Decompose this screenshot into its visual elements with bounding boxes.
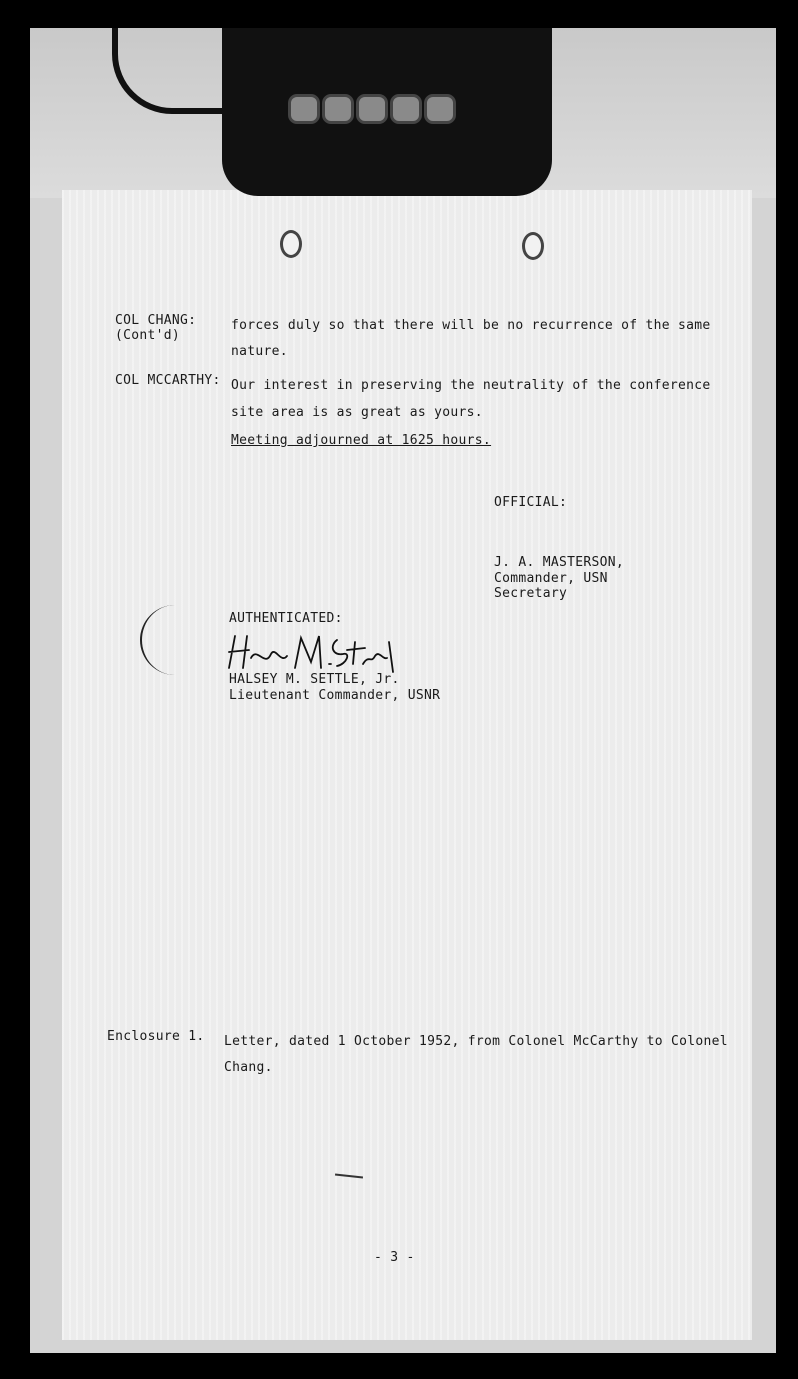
authenticated-heading: AUTHENTICATED: — [229, 611, 343, 626]
enclosure-text: Chang. — [224, 1060, 273, 1075]
official-rank: Commander, USN — [494, 571, 608, 586]
binder-clip — [222, 28, 552, 196]
clip-knob — [356, 94, 388, 124]
speaker-label: COL MCCARTHY: — [115, 373, 221, 388]
transcript-line: site area is as great as yours. — [231, 405, 483, 420]
authenticated-name: HALSEY M. SETTLE, Jr. — [229, 672, 400, 687]
speaker-label: COL CHANG: — [115, 313, 197, 328]
punch-hole — [280, 230, 302, 258]
speaker-cont-label: (Cont'd) — [115, 328, 181, 343]
punch-hole — [522, 232, 544, 260]
transcript-line: Our interest in preserving the neutrality of the conference — [231, 378, 711, 393]
clip-knob — [390, 94, 422, 124]
enclosure-text: Letter, dated 1 October 1952, from Colonel McCarthy to Colonel — [224, 1034, 728, 1049]
document-page — [62, 190, 752, 1340]
clip-knob — [288, 94, 320, 124]
transcript-line: forces duly so that there will be no recurrence of the same — [231, 318, 711, 333]
authenticated-rank: Lieutenant Commander, USNR — [229, 688, 441, 703]
adjournment-line: Meeting adjourned at 1625 hours. — [231, 433, 492, 448]
official-title: Secretary — [494, 586, 568, 601]
transcript-line: nature. — [231, 344, 288, 359]
clip-knob — [424, 94, 456, 124]
handwritten-signature — [225, 628, 405, 676]
clip-knob — [322, 94, 354, 124]
enclosure-label: Enclosure 1. — [107, 1029, 205, 1044]
official-heading: OFFICIAL: — [494, 495, 568, 510]
official-name: J. A. MASTERSON, — [494, 555, 625, 570]
page-number: - 3 - — [374, 1250, 415, 1265]
